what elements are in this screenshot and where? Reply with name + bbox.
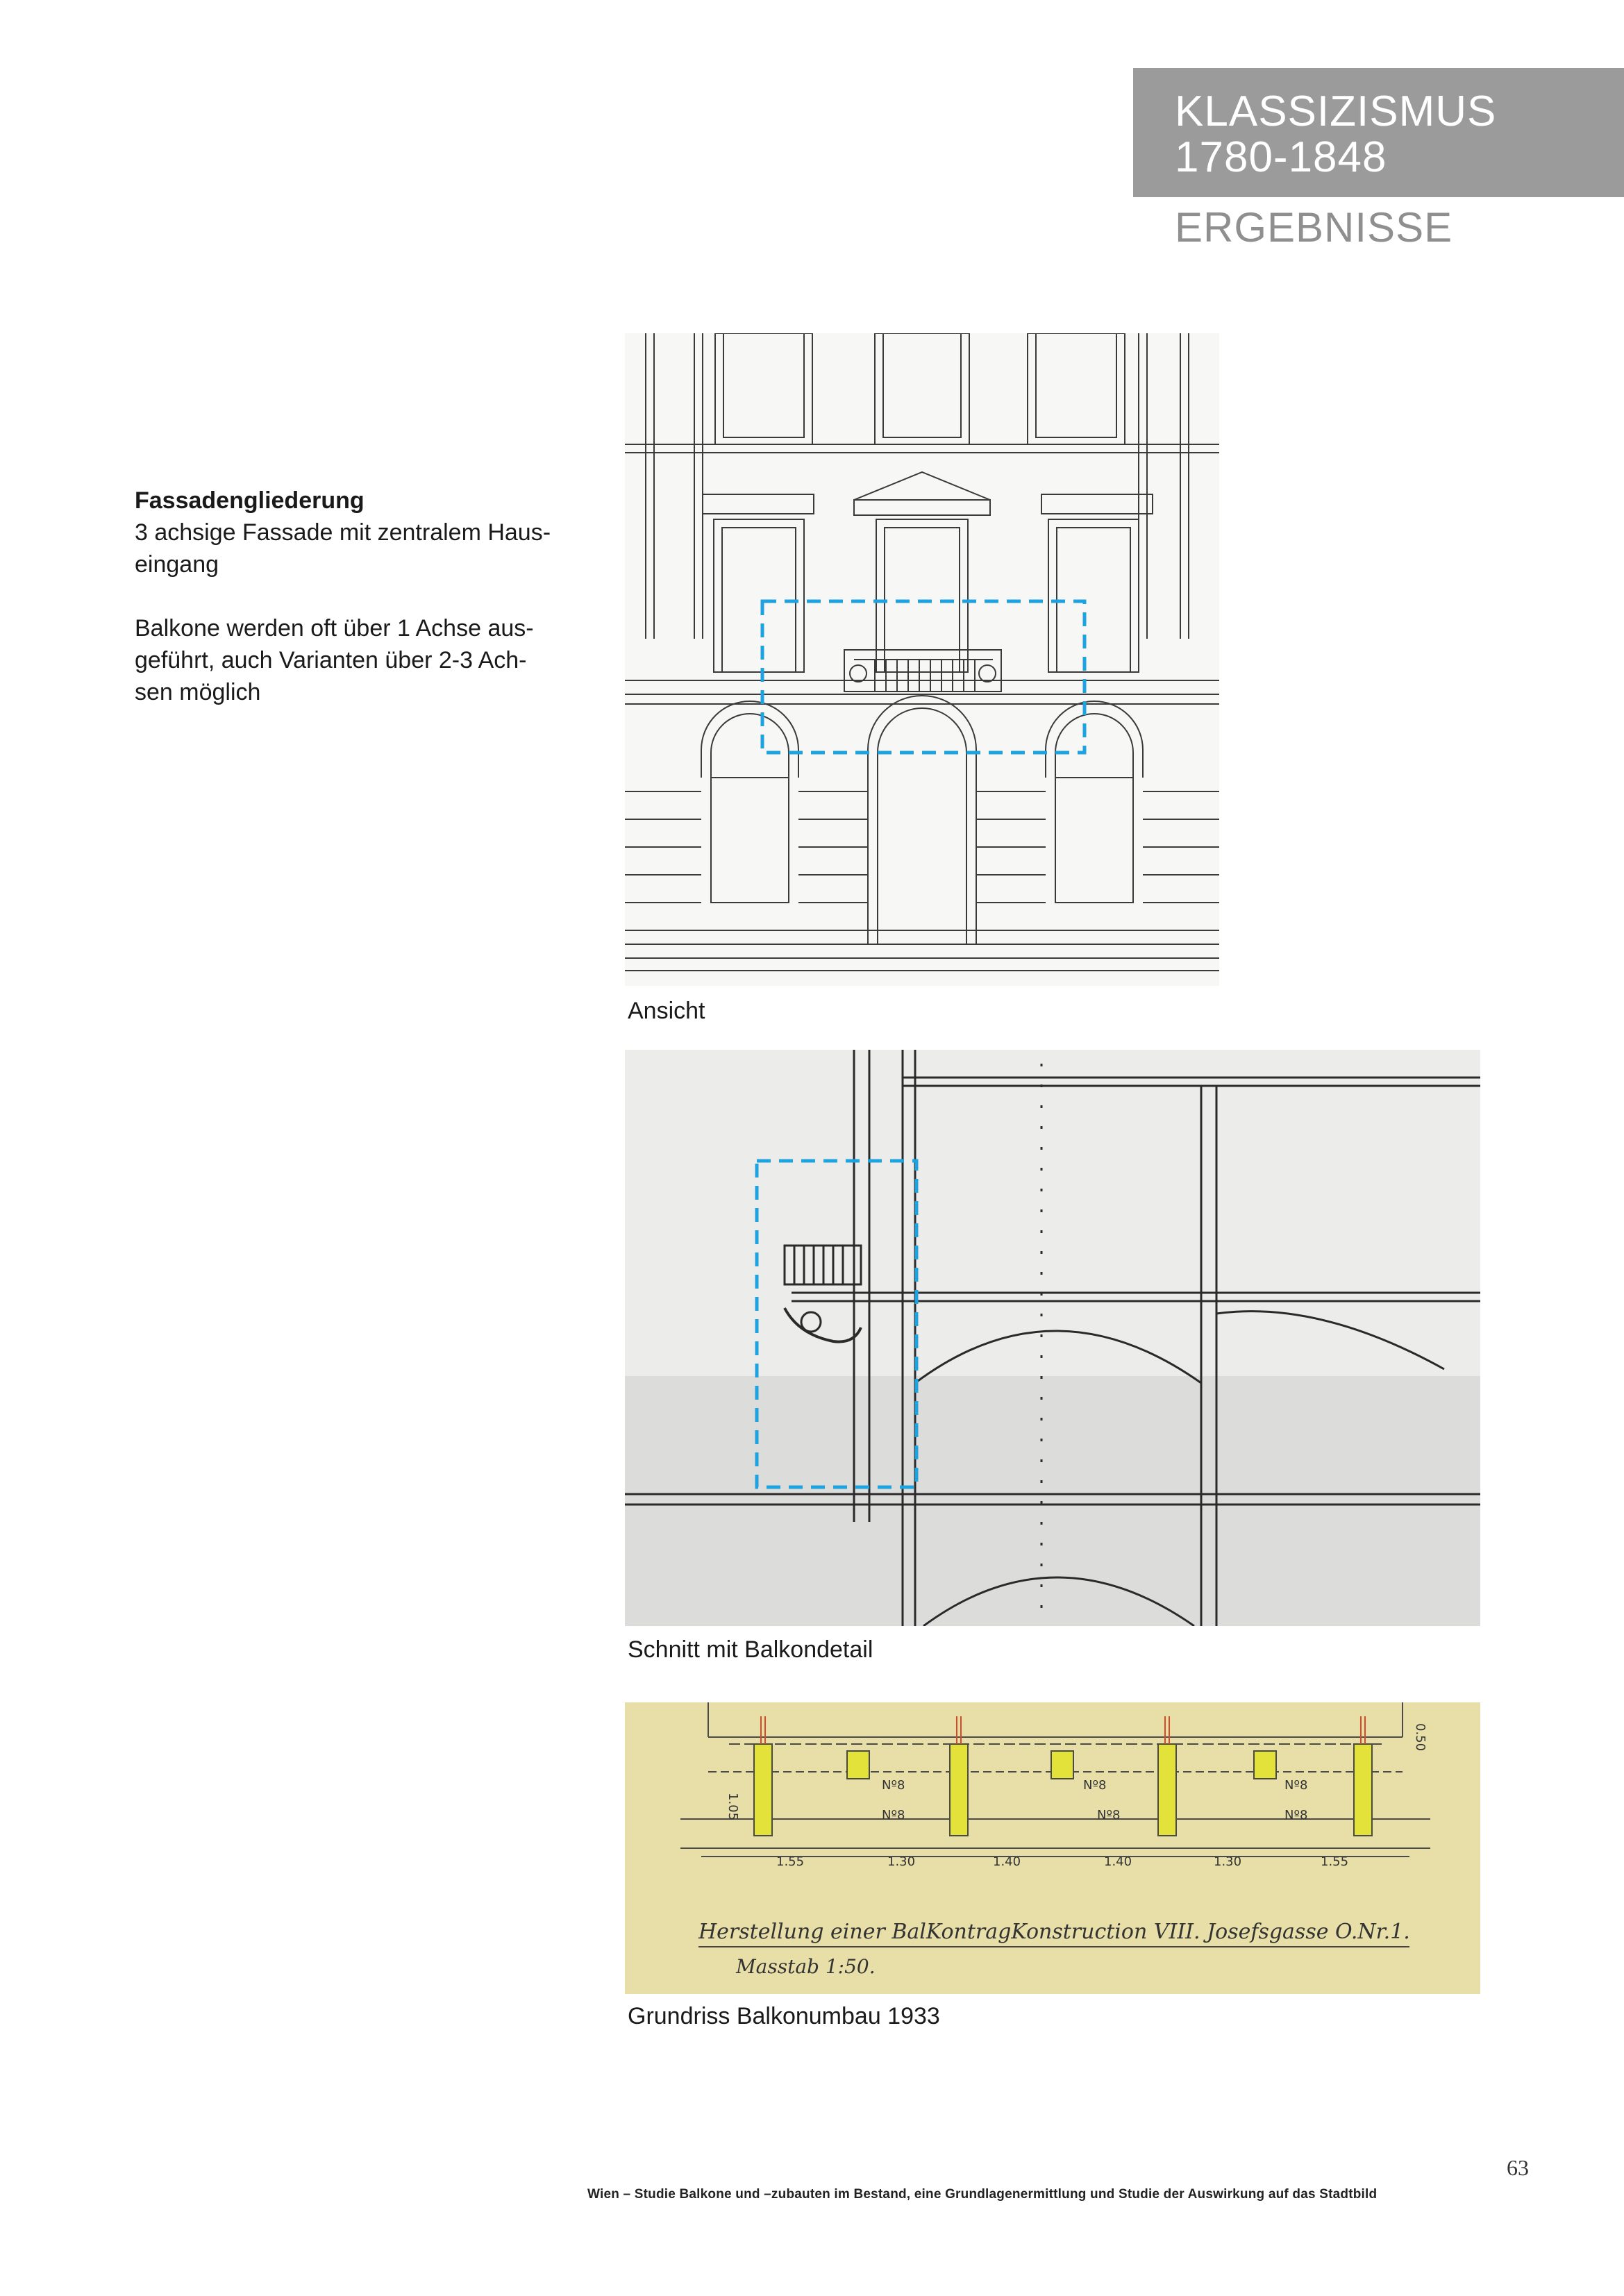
plan-dim-3: 1.40 [993,1854,1021,1869]
plan-dim-1: 1.55 [776,1854,805,1869]
highlight-box-elevation [762,601,1085,753]
plan-label-6: Nº8 [1284,1808,1308,1822]
floor-plan-drawing [625,1702,1480,1994]
era-title [1175,89,1496,181]
plan-svg [625,1702,1480,1994]
section-drawing [625,1050,1480,1626]
plan-dim-4: 1.40 [1104,1854,1132,1869]
plan-label-2: Nº8 [882,1808,905,1822]
caption-section: Schnitt mit Balkondetail [628,1636,873,1663]
plan-label-3: Nº8 [1083,1778,1107,1793]
para2-line1: Balkone werden oft über 1 Achse aus- [135,615,534,642]
para2-line2: geführt, auch Varianten über 2-3 Ach- [135,647,527,673]
plan-dim-2: 1.30 [887,1854,916,1869]
era-name: KLASSIZISMUS [1175,87,1497,135]
caption-floor-plan: Grundriss Balkonumbau 1933 [628,2003,940,2029]
para2-line3: sen möglich [135,679,261,705]
caption-elevation: Ansicht [628,998,705,1024]
footer-credit: Wien – Studie Balkone und –zubauten im Bestand, eine Grundlagenermittlung und Studie der Auswirkung auf das Stadtbild [587,2187,1378,2202]
section-title: ERGEBNISSE [1175,204,1453,251]
section-svg [625,1050,1480,1626]
para1-line1: 3 achsige Fassade mit zentralem Haus- [135,519,551,546]
plan-dim-5: 1.30 [1214,1854,1242,1869]
era-years: 1780-1848 [1175,133,1387,181]
plan-side-dim-2: 0.50 [1413,1723,1428,1752]
plan-dim-6: 1.55 [1321,1854,1349,1869]
description-text [135,485,579,708]
facade-elevation-drawing [625,333,1219,986]
plan-label-1: Nº8 [882,1778,905,1793]
plan-label-5: Nº8 [1284,1778,1308,1793]
plan-title-handwriting: Herstellung einer BalKontragKonstruction VIII. Josefsgasse O.Nr.1. [698,1920,1410,1944]
plan-side-dim-1: 1.05 [726,1793,740,1821]
facade-heading: Fassadengliederung [135,487,365,514]
elevation-svg [625,333,1219,986]
para1-line2: eingang [135,551,219,578]
plan-label-4: Nº8 [1097,1808,1121,1822]
plan-scale-handwriting: Masstab 1:50. [736,1955,876,1978]
page-number: 63 [1507,2155,1529,2180]
